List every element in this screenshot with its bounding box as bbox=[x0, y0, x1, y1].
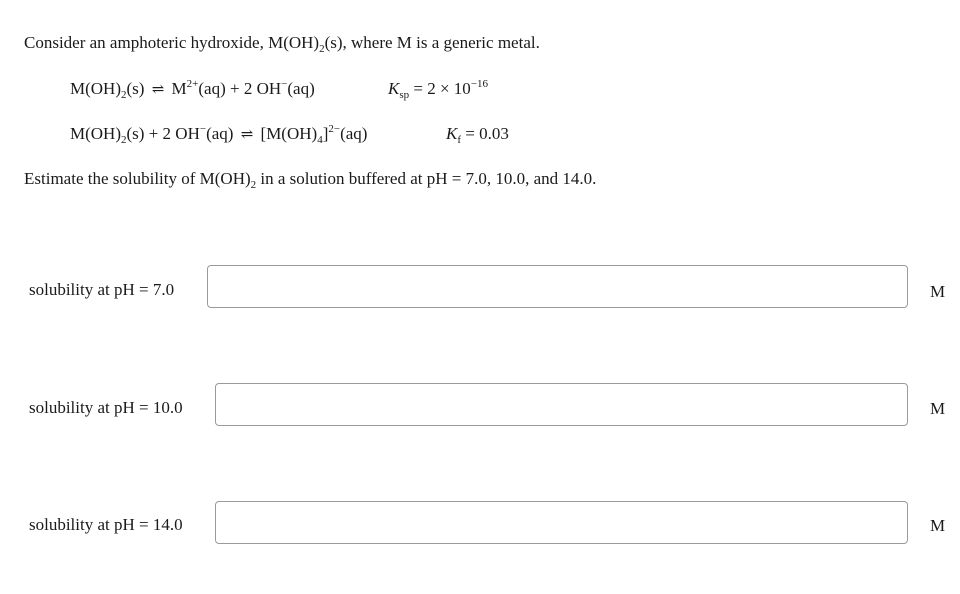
question-formula-subscript: 2 bbox=[250, 179, 257, 191]
ksp-symbol: K bbox=[388, 79, 400, 98]
answer-label-ph7: solubility at pH = 7.0 bbox=[29, 280, 175, 299]
intro-formula-subscript: 2 bbox=[319, 43, 325, 55]
eq2-reactant2: 2 OH bbox=[162, 124, 200, 143]
equation-dissolution bbox=[70, 79, 315, 99]
eq2-product-subscript: 4 bbox=[317, 134, 323, 146]
eq1-product2-charge: − bbox=[281, 78, 288, 90]
intro-formula: M(OH) bbox=[268, 33, 320, 52]
question-suffix: in a solution buffered at pH = 7.0, 10.0, and 14.0. bbox=[256, 169, 597, 188]
eq2-reactant: M(OH) bbox=[70, 124, 121, 143]
eq1-reactant-state: (s) bbox=[126, 79, 145, 98]
answer-label-ph14: solubility at pH = 14.0 bbox=[29, 515, 183, 534]
eq1-plus: + bbox=[230, 79, 240, 98]
kf-subscript: f bbox=[457, 134, 462, 146]
intro-formula-state: (s) bbox=[324, 33, 343, 52]
intro-text bbox=[24, 33, 540, 53]
eq1-product1-state: (aq) bbox=[198, 79, 226, 98]
unit-label-ph14: M bbox=[930, 516, 946, 535]
solubility-ph10-input[interactable] bbox=[215, 383, 908, 426]
ksp-subscript: sp bbox=[399, 89, 410, 101]
ksp-expression bbox=[388, 79, 488, 99]
eq2-product-state: (aq) bbox=[340, 124, 368, 143]
unit-label-ph7: M bbox=[930, 282, 946, 301]
kf-value: = 0.03 bbox=[465, 124, 509, 143]
equilibrium-arrow-icon: ⇌ bbox=[240, 127, 254, 143]
eq2-reactant2-state: (aq) bbox=[206, 124, 234, 143]
eq2-product: [M(OH) bbox=[260, 124, 318, 143]
equation-complex-formation bbox=[70, 124, 367, 144]
eq2-reactant-state: (s) bbox=[126, 124, 145, 143]
kf-symbol: K bbox=[446, 124, 458, 143]
eq1-reactant: M(OH) bbox=[70, 79, 121, 98]
intro-prefix: Consider an amphoteric hydroxide, bbox=[24, 33, 269, 52]
solubility-ph14-input[interactable] bbox=[215, 501, 908, 544]
question-prefix: Estimate the solubility of bbox=[24, 169, 200, 188]
intro-suffix: , where M is a generic metal. bbox=[342, 33, 540, 52]
eq1-product2: 2 OH bbox=[243, 79, 282, 98]
eq1-reactant-subscript: 2 bbox=[121, 89, 127, 101]
eq2-product-bracket: ] bbox=[322, 124, 329, 143]
ksp-value: = 2 × 10 bbox=[413, 79, 471, 98]
eq1-product1: M bbox=[171, 79, 187, 98]
eq2-product-charge: 2− bbox=[328, 123, 341, 135]
eq1-product2-state: (aq) bbox=[287, 79, 315, 98]
eq1-product1-charge: 2+ bbox=[186, 78, 199, 90]
eq2-reactant2-charge: − bbox=[199, 123, 207, 135]
equilibrium-arrow-icon: ⇌ bbox=[151, 82, 165, 98]
eq2-reactant-subscript: 2 bbox=[121, 134, 127, 146]
answer-label-ph10: solubility at pH = 10.0 bbox=[29, 398, 183, 417]
question-formula: M(OH) bbox=[199, 169, 251, 188]
eq2-plus: + bbox=[148, 124, 159, 143]
kf-expression bbox=[446, 124, 509, 144]
unit-label-ph10: M bbox=[930, 399, 946, 418]
question-text bbox=[24, 169, 596, 189]
solubility-ph7-input[interactable] bbox=[207, 265, 908, 308]
ksp-exponent: −16 bbox=[470, 78, 489, 90]
